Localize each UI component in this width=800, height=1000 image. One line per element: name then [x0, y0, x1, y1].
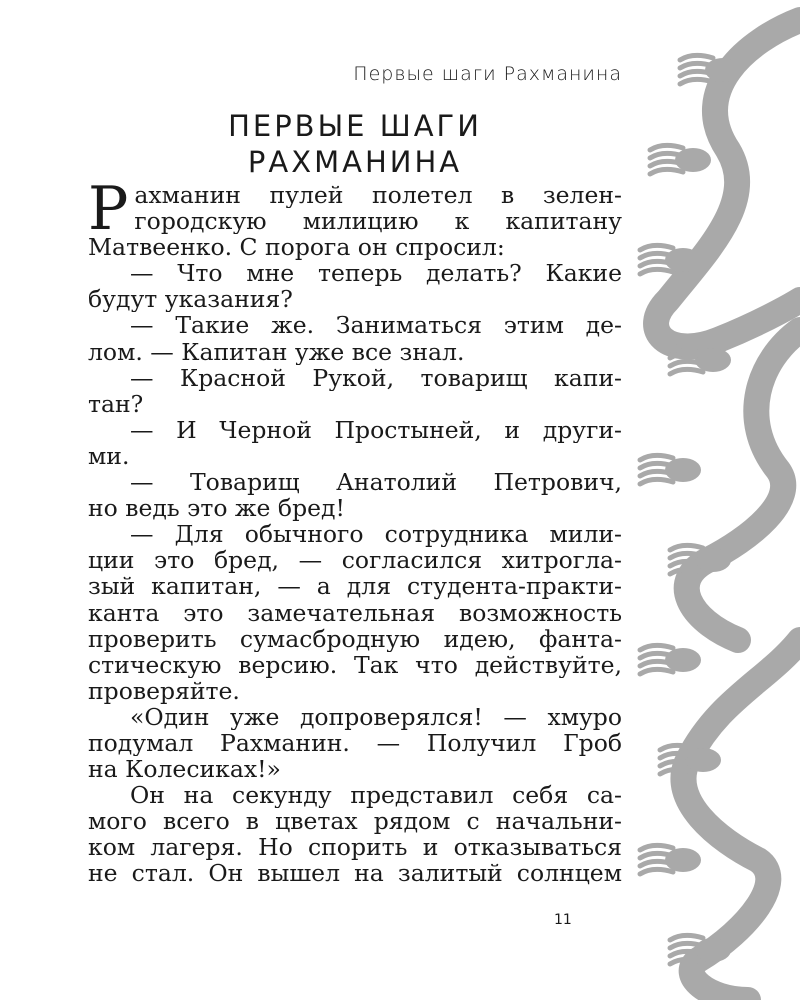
chapter-title-line-2: РАХМАНИНА	[247, 145, 463, 179]
text-line: Матвеенко. С порога он спросил:	[88, 234, 505, 261]
text-line: канта это замечательная возможность	[88, 599, 622, 626]
hand-shape	[640, 845, 701, 874]
text-line: — И Черной Простыней, и други-	[130, 416, 622, 443]
text-line: мого всего в цветах рядом с начальни-	[88, 808, 622, 835]
hand-shape	[640, 455, 701, 484]
hand-shape	[680, 55, 741, 84]
page-number: 11	[554, 912, 572, 928]
text-line: лом. — Капитан уже все знал.	[88, 338, 465, 365]
text-line: подумал Рахманин. — Получил Гроб	[88, 729, 622, 757]
text-line: — Такие же. Заниматься этим де-	[130, 312, 622, 339]
text-line: — Товарищ Анатолий Петрович,	[130, 469, 622, 496]
hand-shape	[670, 935, 731, 964]
text-line: ции это бред, — согласился хитрогла-	[88, 547, 622, 574]
reaching-hands-decoration	[628, 0, 800, 1000]
text-line: но ведь это же бред!	[88, 495, 345, 522]
opening-paragraph	[88, 182, 622, 234]
running-head: Первые шаги Рахманина	[353, 63, 622, 85]
arm-shape	[687, 330, 800, 640]
hand-shape	[670, 545, 731, 574]
text-line: проверяйте.	[88, 677, 240, 704]
text-line: стическую версию. Так что действуйте,	[88, 651, 622, 678]
text-line: не стал. Он вышел на залитый солнцем	[88, 860, 622, 887]
text-line: ком лагеря. Но спорить и отказываться	[88, 834, 622, 861]
hand-shape	[640, 245, 701, 274]
text-line: проверить сумасбродную идею, фанта-	[88, 625, 622, 652]
text-line: «Один уже допроверялся! — хмуро	[130, 703, 622, 730]
text-line: будут указания?	[88, 286, 293, 313]
text-line: ахманин пулей полетел в зелен-	[134, 182, 622, 209]
text-line: тан?	[88, 390, 144, 417]
text-line: зый капитан, — а для студента-практи-	[88, 573, 622, 600]
text-line: — Красной Рукой, товарищ капи-	[130, 364, 622, 391]
chapter-title	[88, 108, 622, 180]
text-line: на Колесиках!»	[88, 756, 281, 783]
text-line: ми.	[88, 442, 130, 470]
body-text	[88, 182, 622, 887]
text-line: Он на секунду представил себя са-	[130, 782, 622, 809]
text-line: городскую милицию к капитану	[134, 208, 622, 235]
drop-cap: Р	[88, 182, 129, 235]
hand-shape	[660, 745, 721, 774]
chapter-title-line-1: ПЕРВЫЕ ШАГИ	[228, 109, 482, 143]
text-line: — Для обычного сотрудника мили-	[130, 521, 622, 548]
text-line: — Что мне теперь делать? Какие	[130, 260, 622, 287]
hand-shape	[650, 145, 711, 174]
hand-shape	[640, 645, 701, 674]
